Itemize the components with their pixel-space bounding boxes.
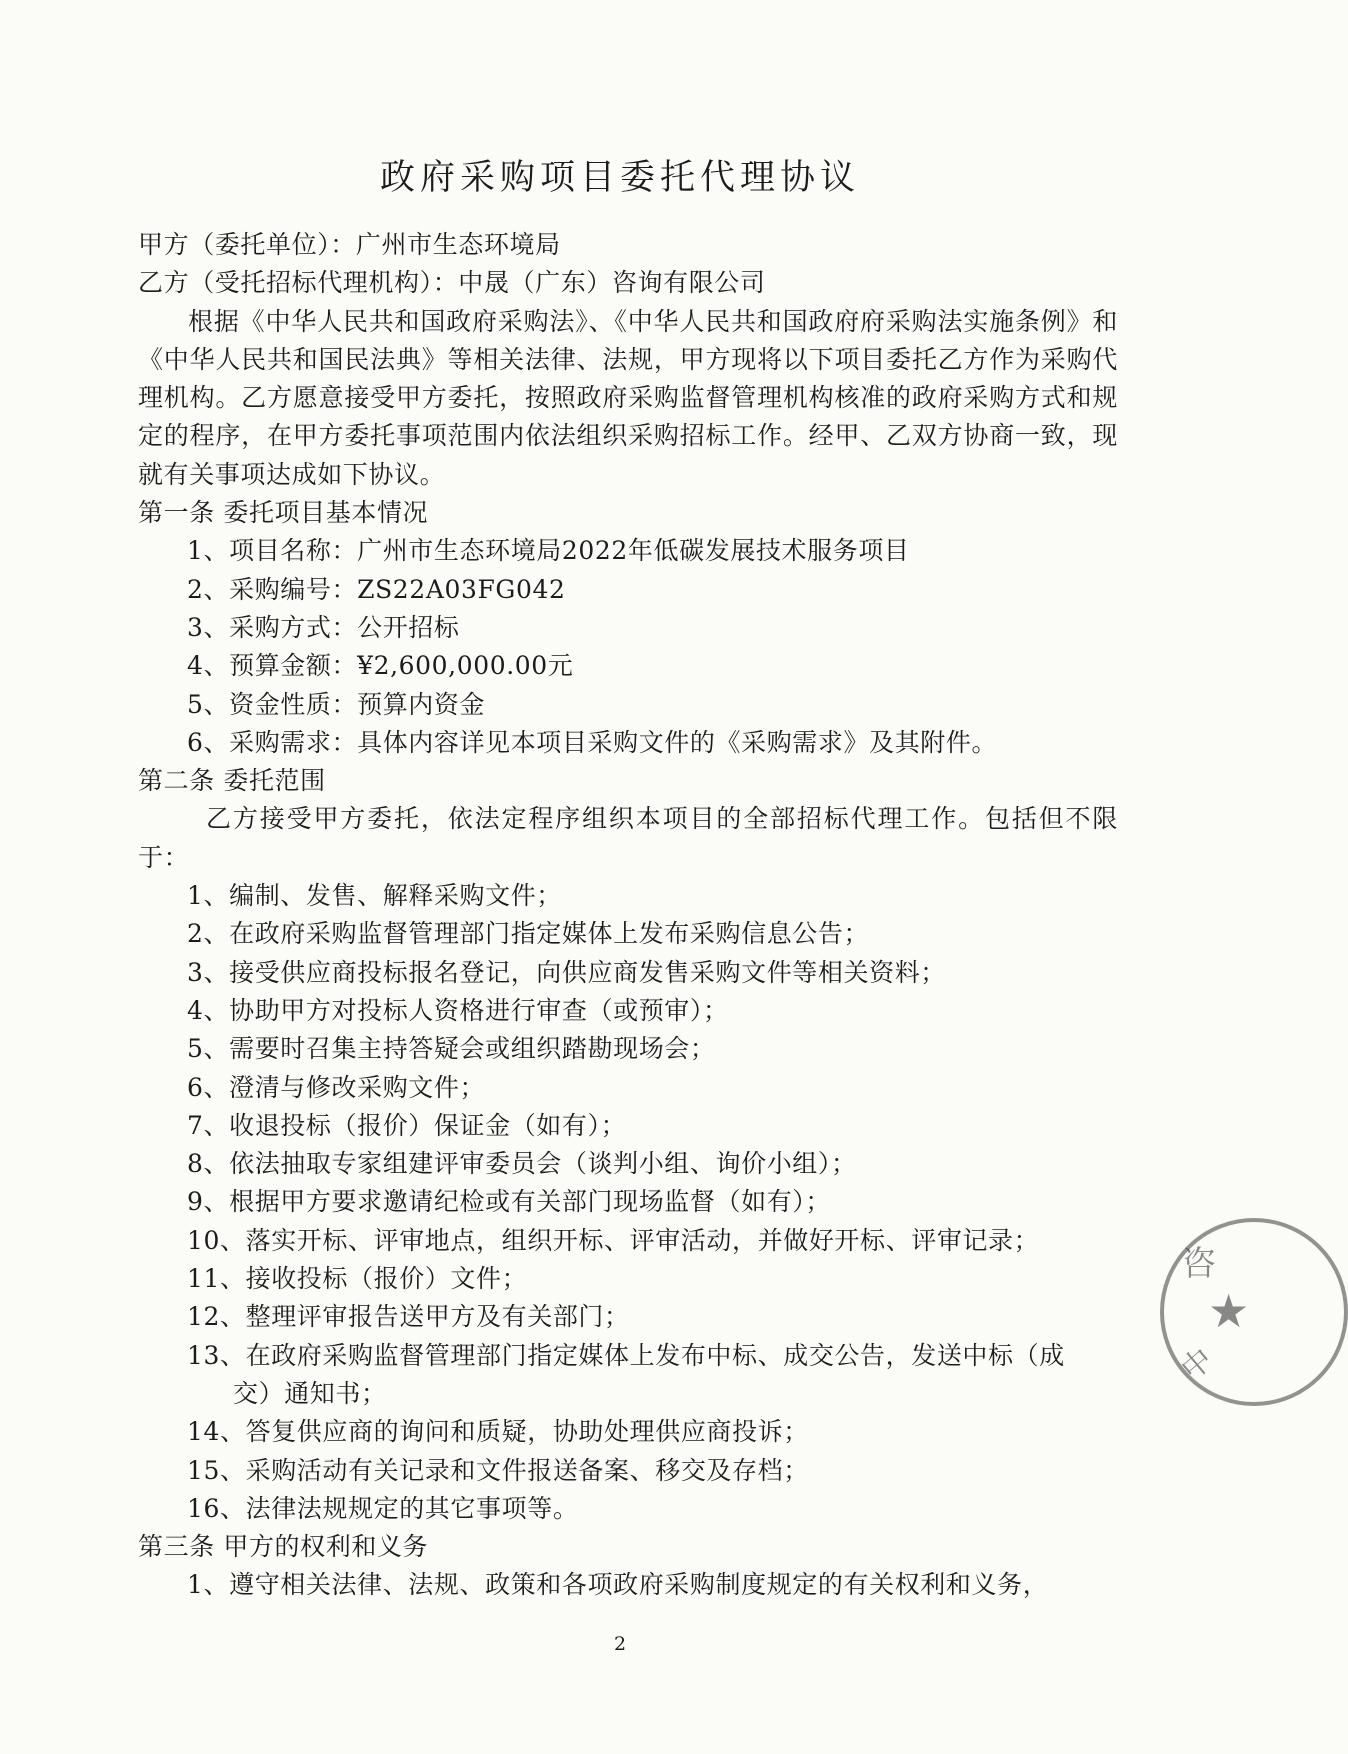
article-1-item: 6、采购需求：具体内容详见本项目采购文件的《采购需求》及其附件。 <box>187 727 998 757</box>
article-2-item: 4、协助甲方对投标人资格进行审查（或预审）； <box>187 995 729 1025</box>
article-1-item: 4、预算金额：¥2,600,000.00元 <box>187 651 574 681</box>
intro-paragraph: 根据《中华人民共和国政府采购法》、《中华人民共和国政府府采购法实施条例》和《中华人民共和国民法典》等相关法律、法规，甲方现将以下项目委托乙方作为采购代理机构。乙方愿意接受甲方委托，按照政府采购监督管理机构核准的政府采购方式和规定的程序，在甲方委托事项范围内依法组织采购招标工作。经甲、乙双方协商一致，现就有关事项达成如下协议。 <box>138 306 1118 489</box>
article-2-item: 2、在政府采购监督管理部门指定媒体上发布采购信息公告； <box>187 919 870 949</box>
article-2-item: 11、接收投标（报价）文件； <box>187 1264 528 1294</box>
document-title: 政府采购项目委托代理协议 <box>379 158 860 198</box>
article-2-intro: 乙方接受甲方委托，依法定程序组织本项目的全部招标代理工作。包括但不限于： <box>138 804 1118 872</box>
article-2-item: 7、收退投标（报价）保证金（如有）； <box>187 1110 627 1140</box>
seal-text-top: 咨 <box>1182 1244 1216 1284</box>
article-2-item: 6、澄清与修改采购文件； <box>187 1072 486 1102</box>
article-2-item: 8、依法抽取专家组建评审委员会（谈判小组、询价小组）； <box>187 1149 857 1179</box>
article-1-item: 3、采购方式：公开招标 <box>187 612 460 642</box>
article-2-item: 15、采购活动有关记录和文件报送备案、移交及存档； <box>187 1455 809 1485</box>
article-2-item: 10、落实开标、评审地点，组织开标、评审活动，并做好开标、评审记录； <box>187 1225 1040 1255</box>
article-2-item: 1、编制、发售、解释采购文件； <box>187 881 562 911</box>
article-2-item-13-line1: 13、在政府采购监督管理部门指定媒体上发布中标、成交公告，发送中标（成 <box>187 1340 1065 1370</box>
article-2-item: 14、答复供应商的询问和质疑，协助处理供应商投诉； <box>187 1417 809 1447</box>
article-2-item: 9、根据甲方要求邀请纪检或有关部门现场监督（如有）； <box>187 1187 832 1217</box>
document-body <box>138 226 1118 1605</box>
article-2-item-13-line2: 交）通知书； <box>233 1378 387 1408</box>
article-1-item: 5、资金性质：预算内资金 <box>187 689 486 719</box>
article-2-heading: 第二条 委托范围 <box>138 766 326 796</box>
article-1-heading: 第一条 委托项目基本情况 <box>138 498 429 528</box>
article-2-item-13 <box>138 1337 1118 1414</box>
article-2-item: 16、法律法规规定的其它事项等。 <box>187 1493 579 1523</box>
article-1-item: 2、采购编号：ZS22A03FG042 <box>187 574 566 604</box>
page-number: 2 <box>613 1633 627 1655</box>
article-1-item: 1、项目名称：广州市生态环境局2022年低碳发展技术服务项目 <box>187 536 910 566</box>
party-b-line: 乙方（受托招标代理机构）：中晟（广东）咨询有限公司 <box>138 268 766 298</box>
article-2-item: 3、接受供应商投标报名登记，向供应商发售采购文件等相关资料； <box>187 957 946 987</box>
article-2-item: 5、需要时召集主持答疑会或组织踏勘现场会； <box>187 1034 716 1064</box>
article-3-item: 1、遵守相关法律、法规、政策和各项政府采购制度规定的有关权利和义务， <box>187 1570 1049 1600</box>
party-a-line: 甲方（委托单位）：广州市生态环境局 <box>138 230 561 259</box>
article-3-heading: 第三条 甲方的权利和义务 <box>138 1532 429 1562</box>
article-2-item: 12、整理评审报告送甲方及有关部门； <box>187 1302 630 1332</box>
seal-text-bottom: 中 <box>1174 1341 1220 1388</box>
seal-star-icon: ★ <box>1208 1284 1250 1338</box>
company-seal-stamp <box>1160 1218 1348 1406</box>
